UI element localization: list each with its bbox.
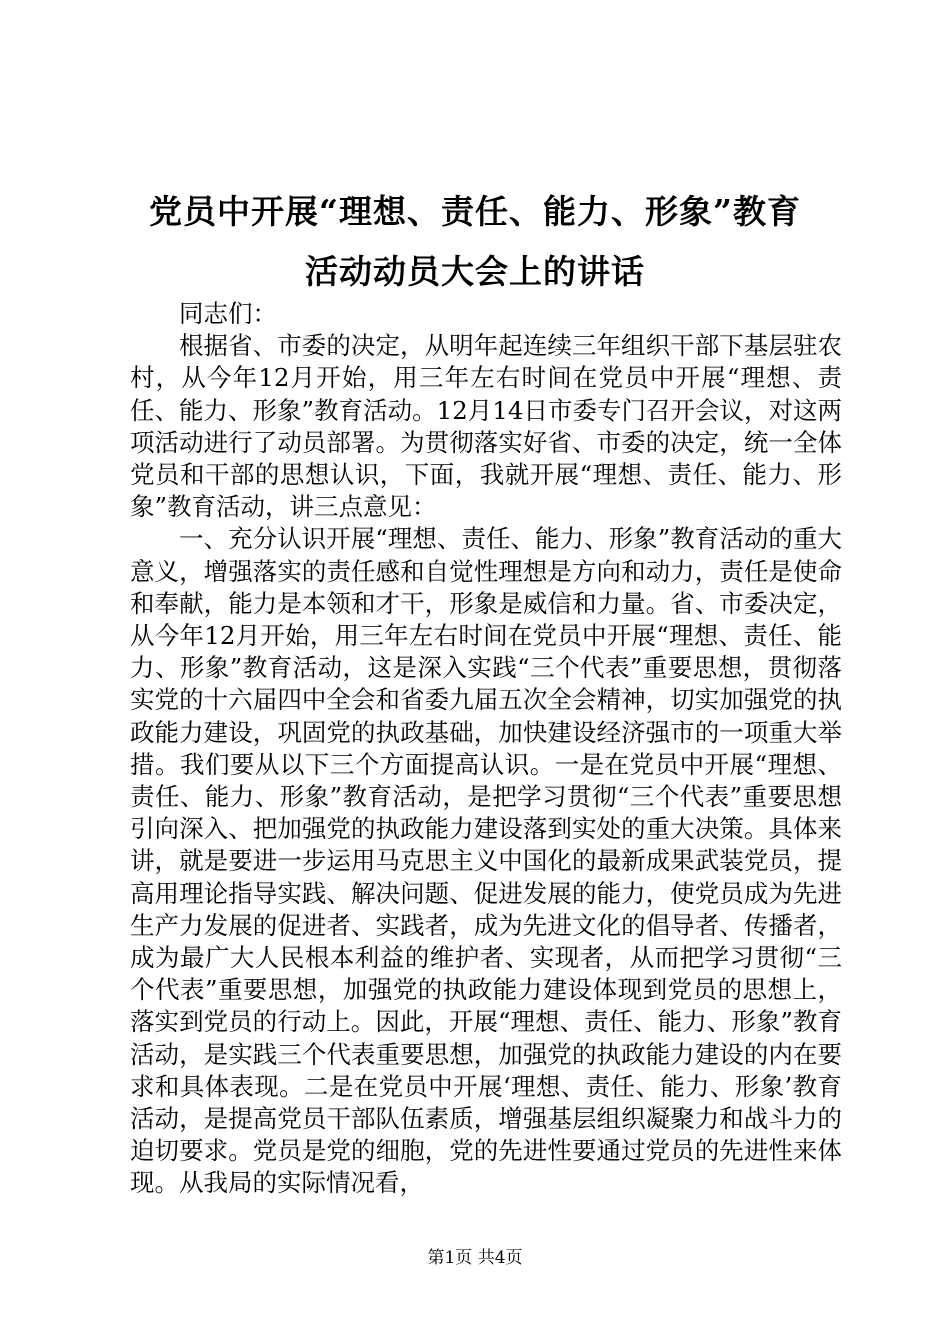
document-body — [130, 298, 842, 1200]
document-title-line2: 活动动员大会上的讲话 — [305, 252, 645, 291]
page-footer: 第1页 共4页 — [427, 1248, 523, 1268]
intro-paragraph: 根据省、市委的决定，从明年起连续三年组织干部下基层驻农村，从今年12月开始，用三年左右时间在党员中开展“理想、责任、能力、形象”教育活动。12月14日市委专门召开会议，对这两项活动进行了动员部署。为贯彻落实好省、市委的决定，统一全体党员和干部的思想认识，下面，我就开展“理想、责任、能力、形象”教育活动，讲三点意见： — [130, 331, 842, 522]
salutation-paragraph: 同志们： — [179, 299, 277, 328]
section-one-paragraph: 一、充分认识开展“理想、责任、能力、形象”教育活动的重大意义，增强落实的责任感和自觉性理想是方向和动力，责任是使命和奉献，能力是本领和才干，形象是威信和力量。省、市委决定，从今年12月开始，用三年左右时间在党员中开展“理想、责任、能力、形象”教育活动，这是深入实践“三个代表”重要思想，贯彻落实党的十六届四中全会和省委九届五次全会精神，切实加强党的执政能力建设，巩固党的执政基础，加快建设经济强市的一项重大举措。我们要从以下三个方面提高认识。一是在党员中开展“理想、责任、能力、形象”教育活动，是把学习贯彻“三个代表”重要思想引向深入、把加强党的执政能力建设落到实处的重大决策。具体来讲，就是要进一步运用马克思主义中国化的最新成果武装党员，提高用理论指导实践、解决问题、促进发展的能力，使党员成为先进生产力发展的促进者、实践者，成为先进文化的倡导者、传播者，成为最广大人民根本利益的维护者、实现者，从而把学习贯彻“三个代表”重要思想，加强党的执政能力建设体现到党员的思想上，落实到党员的行动上。因此，开展“理想、责任、能力、形象”教育活动，是实践三个代表重要思想，加强党的执政能力建设的内在要求和具体表现。二是在党员中开展‘理想、责任、能力、形象’教育活动，是提高党员干部队伍素质，增强基层组织凝聚力和战斗力的迫切要求。党员是党的细胞，党的先进性要通过党员的先进性来体现。从我局的实际情况看， — [130, 524, 842, 1198]
document-title-line1: 党员中开展“理想、责任、能力、形象”教育 — [149, 192, 801, 231]
